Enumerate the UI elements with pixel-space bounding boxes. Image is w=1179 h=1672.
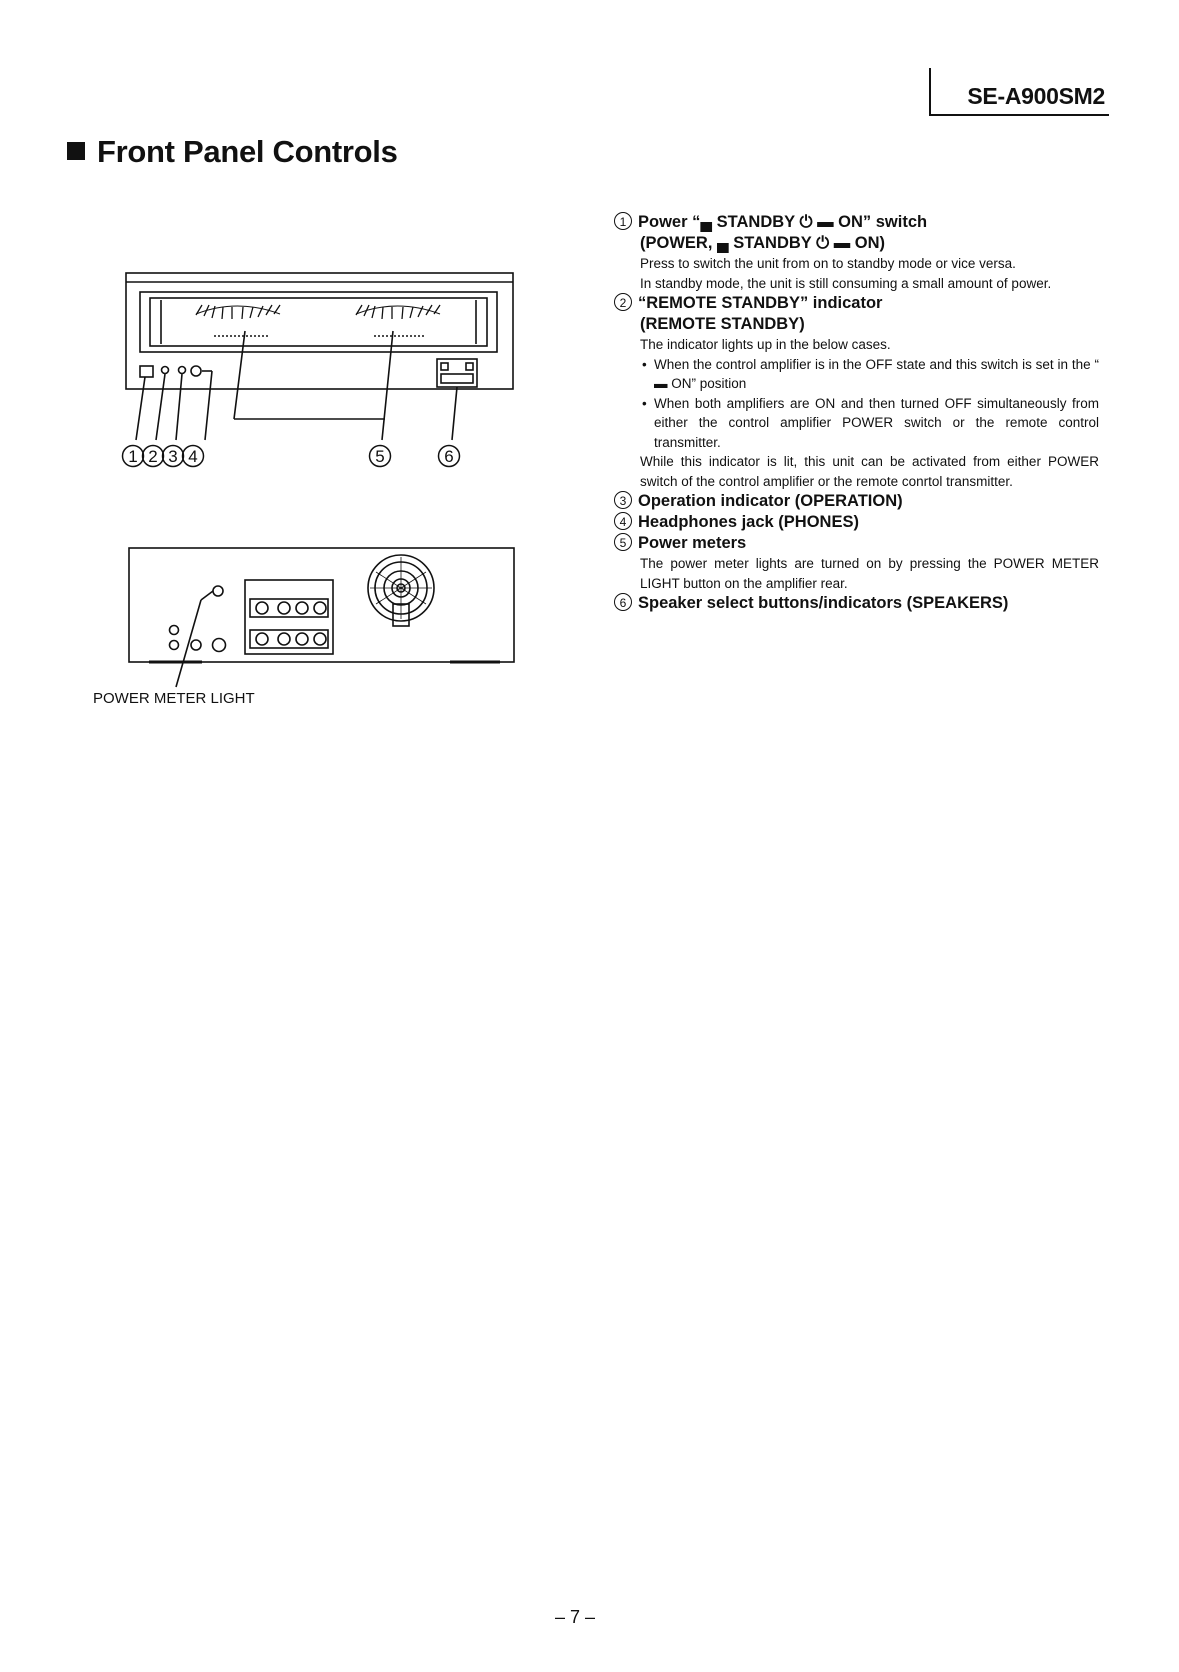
power-meter-light-button [213, 639, 226, 652]
callout-5: 5 [375, 447, 385, 466]
callout-1: 1 [128, 447, 138, 466]
meter-window [140, 292, 497, 352]
item-bullet: • When the control amplifier is in the OFF state and this switch is set in the “ ▬ ON” position [614, 355, 1099, 394]
section-title: Front Panel Controls [97, 134, 398, 169]
item-subtitle: (POWER, ▄ STANDBY ⏻ ▬ ON) [640, 234, 886, 252]
page-number: – 7 – [555, 1607, 596, 1627]
item-title: 4 Headphones jack (PHONES) [614, 512, 1099, 533]
item-operation-indicator [614, 491, 1099, 512]
item-title: 5 Power meters [614, 533, 1099, 554]
item-headphones-jack [614, 512, 1099, 533]
item-number: 6 [614, 593, 632, 611]
item-speaker-select [614, 593, 1099, 614]
power-switch [140, 366, 153, 377]
item-number: 2 [614, 293, 632, 311]
item-number: 4 [614, 512, 632, 530]
item-power-switch [614, 212, 1099, 293]
item-paragraph: The power meter lights are turned on by pressing the POWER METER LIGHT button on the amplifier rear. [640, 556, 1099, 591]
callout-2: 2 [148, 447, 158, 466]
callout-4: 4 [188, 447, 198, 466]
item-bullet: • When both amplifiers are ON and then turned OFF simultaneously from either the control amplifier POWER switch or the remote control transmitter. [614, 394, 1099, 453]
amplifier-front-body [126, 273, 513, 389]
callout-6: 6 [444, 447, 454, 466]
item-subtitle: (REMOTE STANDBY) [640, 315, 805, 333]
callout-3: 3 [168, 447, 178, 466]
model-number: SE-A900SM2 [967, 83, 1105, 109]
figure-caption: POWER METER LIGHT [93, 690, 255, 707]
remote-standby-led [162, 367, 169, 374]
item-paragraph: While this indicator is lit, this unit can be activated from either POWER switch of the control amplifier or the remote conrtol transmitter. [640, 454, 1099, 489]
item-paragraph: Press to switch the unit from on to standby mode or vice versa. [640, 256, 1016, 271]
control-descriptions [614, 212, 1099, 614]
operation-led [179, 367, 186, 374]
item-paragraph: In standby mode, the unit is still consuming a small amount of power. [640, 275, 1052, 291]
item-number: 3 [614, 491, 632, 509]
item-number: 5 [614, 533, 632, 551]
item-power-meters [614, 533, 1099, 593]
item-title: 3 Operation indicator (OPERATION) [614, 491, 1099, 512]
phones-jack [191, 366, 201, 376]
item-title: 1 Power “▄ STANDBY ⏻ ▬ ON” switch [614, 212, 1099, 233]
item-title: 2 “REMOTE STANDBY” indicator [614, 293, 1099, 314]
item-title: 6 Speaker select buttons/indicators (SPEAKERS) [614, 593, 1099, 614]
item-remote-standby [614, 293, 1099, 491]
item-number: 1 [614, 212, 632, 230]
item-paragraph: The indicator lights up in the below cases. [640, 337, 891, 352]
